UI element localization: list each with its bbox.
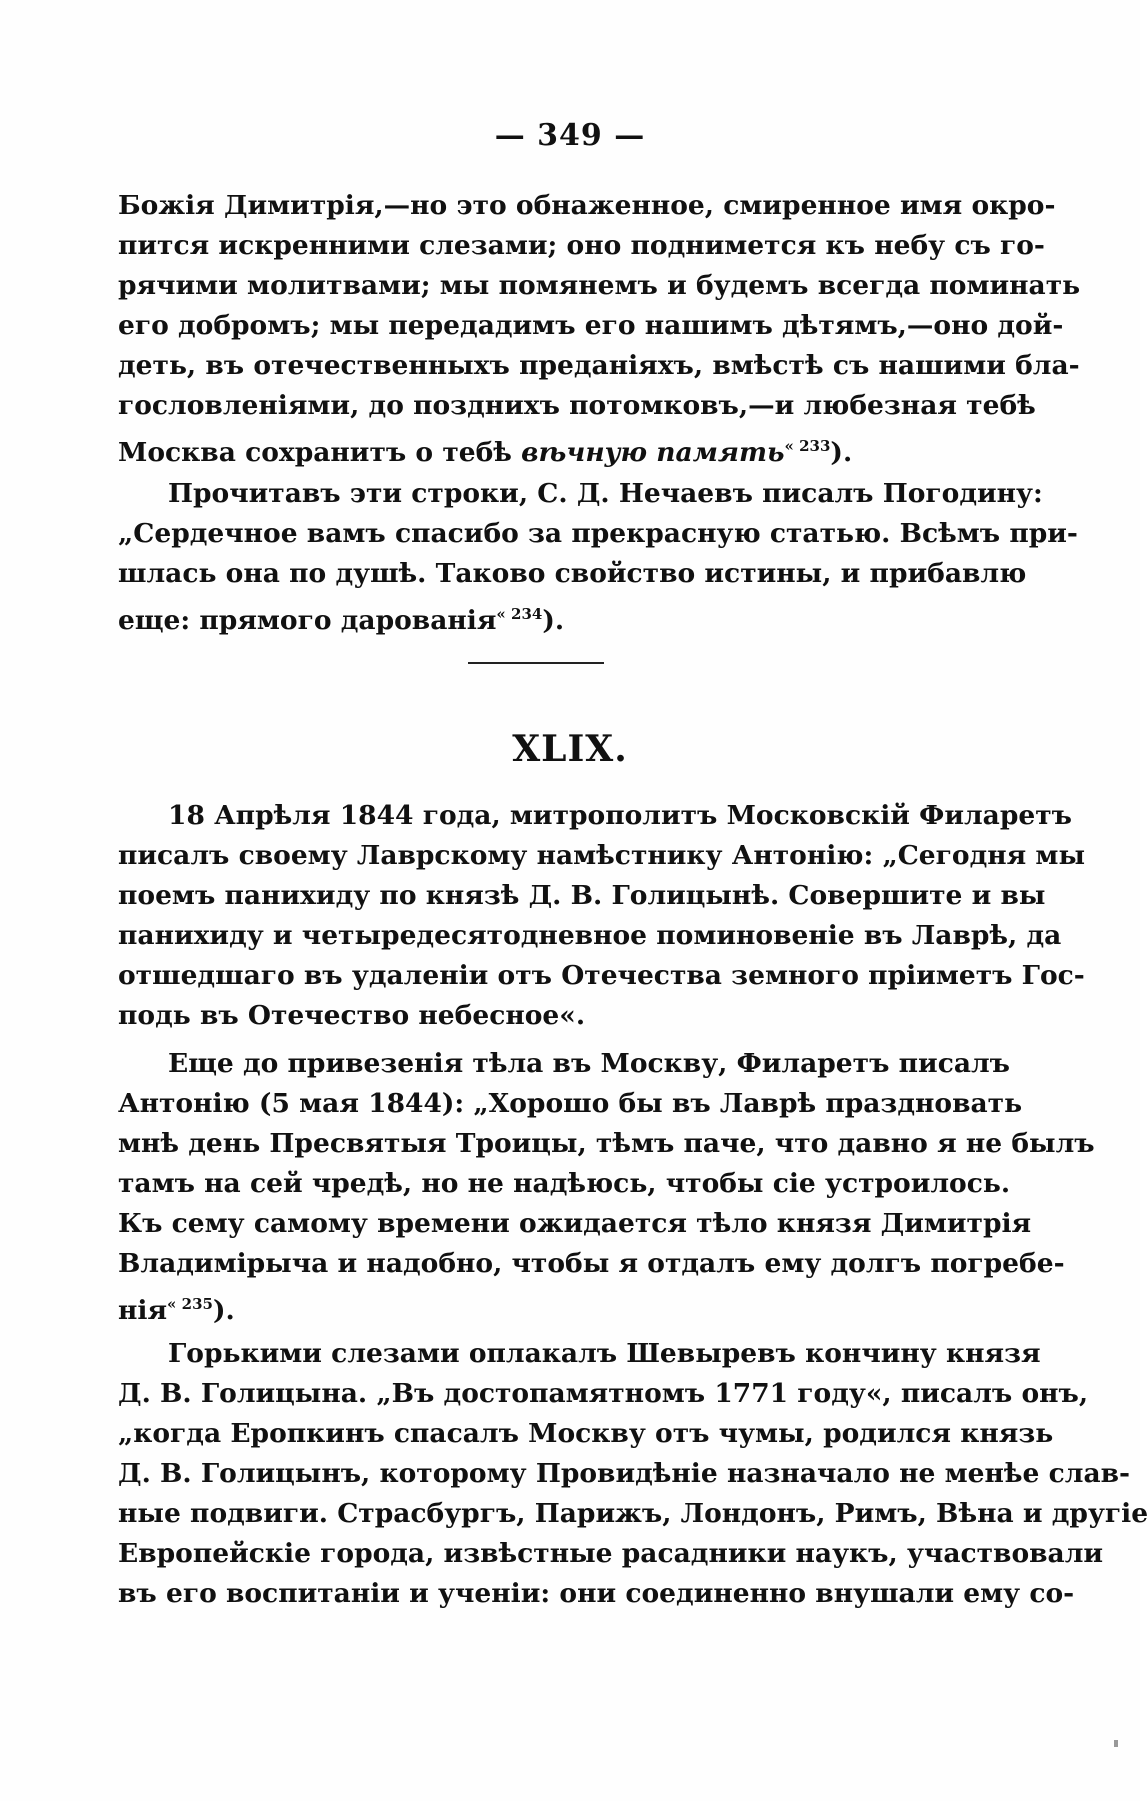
text-line: рячими молитвами; мы помянемъ и будемъ всегда поминать [118, 270, 1081, 301]
text-line: подь въ Отечество небесное«. [118, 1000, 586, 1031]
text-line: Д. В. Голицынъ, которому Провидѣніе назначало не менѣе слав- [118, 1458, 1131, 1489]
text-line: панихиду и четыредесятодневное поминовеніе въ Лаврѣ, да [118, 920, 1062, 951]
text-line: Д. В. Голицына. „Въ достопамятномъ 1771 году«, писалъ онъ, [118, 1378, 1089, 1409]
text-line [118, 426, 946, 466]
text-line: деть, въ отечественныхъ преданіяхъ, вмѣстѣ съ нашими бла- [118, 350, 1080, 381]
text-line: пится искренними слезами; оно поднимется къ небу съ го- [118, 230, 1045, 261]
text-line: „когда Еропкинъ спасалъ Москву отъ чумы, родился князь [118, 1418, 1054, 1449]
text-line: Еще до привезенія тѣла въ Москву, Филаретъ писалъ [168, 1048, 1011, 1079]
text-line: Прочитавъ эти строки, С. Д. Нечаевъ писалъ Погодину: [168, 478, 1043, 509]
text-line: ные подвиги. Страсбургъ, Парижъ, Лондонъ, Римъ, Вѣна и другіе [118, 1498, 1148, 1529]
chapter-heading: XLIX. [512, 728, 628, 770]
text-line: отшедшаго въ удаленіи отъ Отечества земного пріиметъ Гос- [118, 960, 1085, 991]
footnote-ref: « 233 [784, 437, 831, 455]
text-line: писалъ своему Лаврскому намѣстнику Антонію: „Сегодня мы [118, 840, 1086, 871]
text-fragment: еще: прямого дарованія [118, 604, 497, 636]
text-fragment: нія [118, 1294, 168, 1326]
text-line: Божія Димитрія,—но это обнаженное, смиренное имя окро- [118, 190, 1056, 221]
text-line [118, 594, 946, 634]
text-line: его добромъ; мы передадимъ его нашимъ дѣтямъ,—оно дой- [118, 310, 1064, 341]
text-line: Горькими слезами оплакалъ Шевыревъ кончину князя [168, 1338, 1041, 1369]
text-fragment: ). [542, 604, 565, 636]
text-line: въ его воспитаніи и ученіи: они соединенно внушали ему со- [118, 1578, 1075, 1609]
footnote-ref: « 234 [496, 605, 543, 623]
scan-speck [1114, 1740, 1118, 1747]
text-line: поемъ панихиду по князѣ Д. В. Голицынѣ. Совершите и вы [118, 880, 1046, 911]
text-line: „Сердечное вамъ спасибо за прекрасную статью. Всѣмъ при- [118, 518, 1078, 549]
text-line [118, 1284, 946, 1324]
text-fragment: ). [830, 436, 853, 468]
text-fragment: ). [212, 1294, 235, 1326]
italic-phrase: вѣчную память [521, 436, 785, 468]
page-number: — 349 — [494, 118, 646, 153]
section-separator [468, 662, 604, 664]
text-line: Европейскіе города, извѣстные расадники наукъ, участвовали [118, 1538, 1104, 1569]
text-line: Къ сему самому времени ожидается тѣло князя Димитрія [118, 1208, 1032, 1239]
text-line: гословленіями, до позднихъ потомковъ,—и любезная тебѣ [118, 390, 1036, 421]
text-fragment: Москва сохранитъ о тебѣ [118, 436, 522, 468]
footnote-ref: « 235 [167, 1295, 213, 1313]
text-line: Владимірыча и надобно, чтобы я отдалъ ему долгъ погребе- [118, 1248, 1065, 1279]
text-line: Антонію (5 мая 1844): „Хорошо бы въ Лаврѣ праздновать [118, 1088, 1023, 1119]
text-line: шлась она по душѣ. Таково свойство истины, и прибавлю [118, 558, 1027, 589]
text-line: мнѣ день Пресвятыя Троицы, тѣмъ паче, что давно я не былъ [118, 1128, 1095, 1159]
text-line: тамъ на сей чредѣ, но не надѣюсь, чтобы сіе устроилось. [118, 1168, 1011, 1199]
text-line: 18 Апрѣля 1844 года, митрополитъ Московскій Филаретъ [168, 800, 1072, 831]
